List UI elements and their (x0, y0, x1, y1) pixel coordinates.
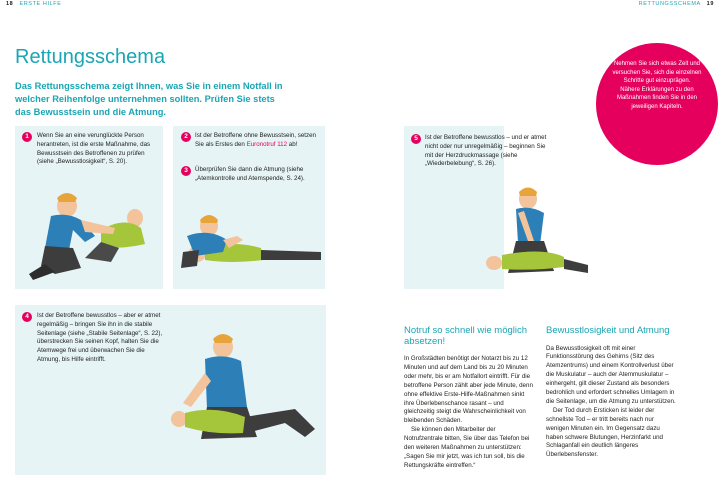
heading-notruf: Notruf so schnell wie möglich absetzen! (404, 325, 528, 347)
section-label-right: RETTUNGSSCHEMA (638, 1, 701, 7)
column-notruf (404, 326, 536, 471)
step-badge-4: 4 (22, 312, 32, 322)
illustration-cpr (404, 179, 589, 289)
page-title: Rettungsschema (15, 46, 166, 68)
page-number-left: 18 (6, 1, 14, 7)
notruf-paragraph-1: In Großstädten benötigt der Notarzt bis zu 12 Minuten und auf dem Land bis zu 20 Minuten oder mehr, bis er am Notfallort eintrifft. Für die betroffene Person zählt aber jede Minute, denn ohne effektive Erste-Hilfe-Maßnahmen sinkt ihre Überlebenschance rasant – und gleichzeitig steigt die Wahrscheinlichkeit von bleibenden Schäden. (404, 355, 533, 425)
step-panel-2-3 (173, 126, 325, 289)
notruf-paragraph-2: Sie können den Mitarbeiter der Notrufzentrale bitten, Sie über das Telefon bei den weiteren Maßnahmen zu unterstützen: „Sagen Sie mir jetzt, was ich tun soll, bis die Rettungskräfte eintreffen.“ (404, 426, 530, 469)
step-badge-2: 2 (181, 132, 191, 142)
running-header-left (2, 1, 62, 7)
tip-line-1: Nehmen Sie sich etwas Zeit und versuchen Sie, sich die einzelnen Schritte gut einzuprägen. (612, 61, 702, 85)
step-panel-4 (15, 305, 326, 475)
illustration-recovery-position (165, 317, 325, 472)
step-text-2-end: ab! (287, 140, 298, 148)
step-badge-3: 3 (181, 166, 191, 176)
step-text-2 (195, 132, 323, 150)
bewusstlosigkeit-paragraph-2: Der Tod durch Ersticken ist leider der schnellste Tod – er tritt bereits nach nur wenigen Minuten ein. Im Gegensatz dazu haben schwere Blutungen, Herzinfarkt und Schlaganfall ein deutlich längeres Überlebensfenster. (546, 406, 663, 459)
illustration-check-consciousness (15, 184, 163, 288)
step-text-2-start: Ist der Betroffene ohne Bewusstsein, setzen Sie als Erstes den (195, 132, 316, 148)
illustration-check-breathing (173, 196, 325, 286)
step-panel-5 (404, 126, 589, 289)
tip-bubble (596, 43, 718, 165)
step-panel-1 (15, 126, 163, 289)
step-badge-5: 5 (411, 134, 421, 144)
step-text-4: Ist der Betroffene bewusstlos – aber er atmet regelmäßig – bringen Sie ihn in die stabile Seitenlage (siehe „Stabile Seitenlage“, S. 22), überstrecken Sie seinen Kopf, halten Sie die Atemwege frei und überwachen Sie die Atmung, bis Hilfe eintrifft. (37, 312, 163, 363)
heading-bewusstlosigkeit: Bewusstlosigkeit und Atmung (546, 325, 670, 336)
bewusstlosigkeit-paragraph-1: Da Bewusstlosigkeit oft mit einer Funktionsstörung des Gehirns (Sitz des Atemzentrums) und einem Kontrollverlust über die Muskulatur – auch der Atemmuskulatur – einhergeht, gilt dieser Zustand als besonders bedrohlich und erfordert schnelles Umlagern in die Seitenlage, um die Atmung zu unterstützen. (546, 344, 676, 405)
intro-text: Das Rettungsschema zeigt Ihnen, was Sie in einem Notfall in welcher Reihenfolge unternehmen sollten. Prüfen Sie stets das Bewusstsein und die Atmung. (15, 81, 283, 117)
step-text-3: Überprüfen Sie dann die Atmung (siehe „Atemkontrolle und Atemspende, S. 24). (195, 166, 305, 182)
tip-line-2: Nähere Erklärungen zu den Maßnahmen finden Sie in den jeweiligen Kapiteln. (616, 86, 698, 110)
step-badge-1: 1 (22, 132, 32, 142)
column-bewusstlosigkeit (546, 326, 678, 460)
step-text-1: Wenn Sie an eine verunglückte Person herantreten, ist die erste Maßnahme, das Bewusstsein des Betroffenen zu prüfen (siehe „Bewusstlosigkeit“, S. 20). (37, 132, 151, 166)
page-number-right: 19 (706, 1, 714, 7)
section-label-left: ERSTE HILFE (19, 1, 62, 7)
step-text-5: Ist der Betroffene bewusstlos – und er atmet nicht oder nur unregelmäßig – beginnen Sie mit der Herzdruckmassage (siehe „Wiederbelebung“, S. 26). (425, 134, 547, 168)
emergency-number: Euronotruf 112 (246, 140, 288, 148)
running-header-right (639, 1, 718, 7)
